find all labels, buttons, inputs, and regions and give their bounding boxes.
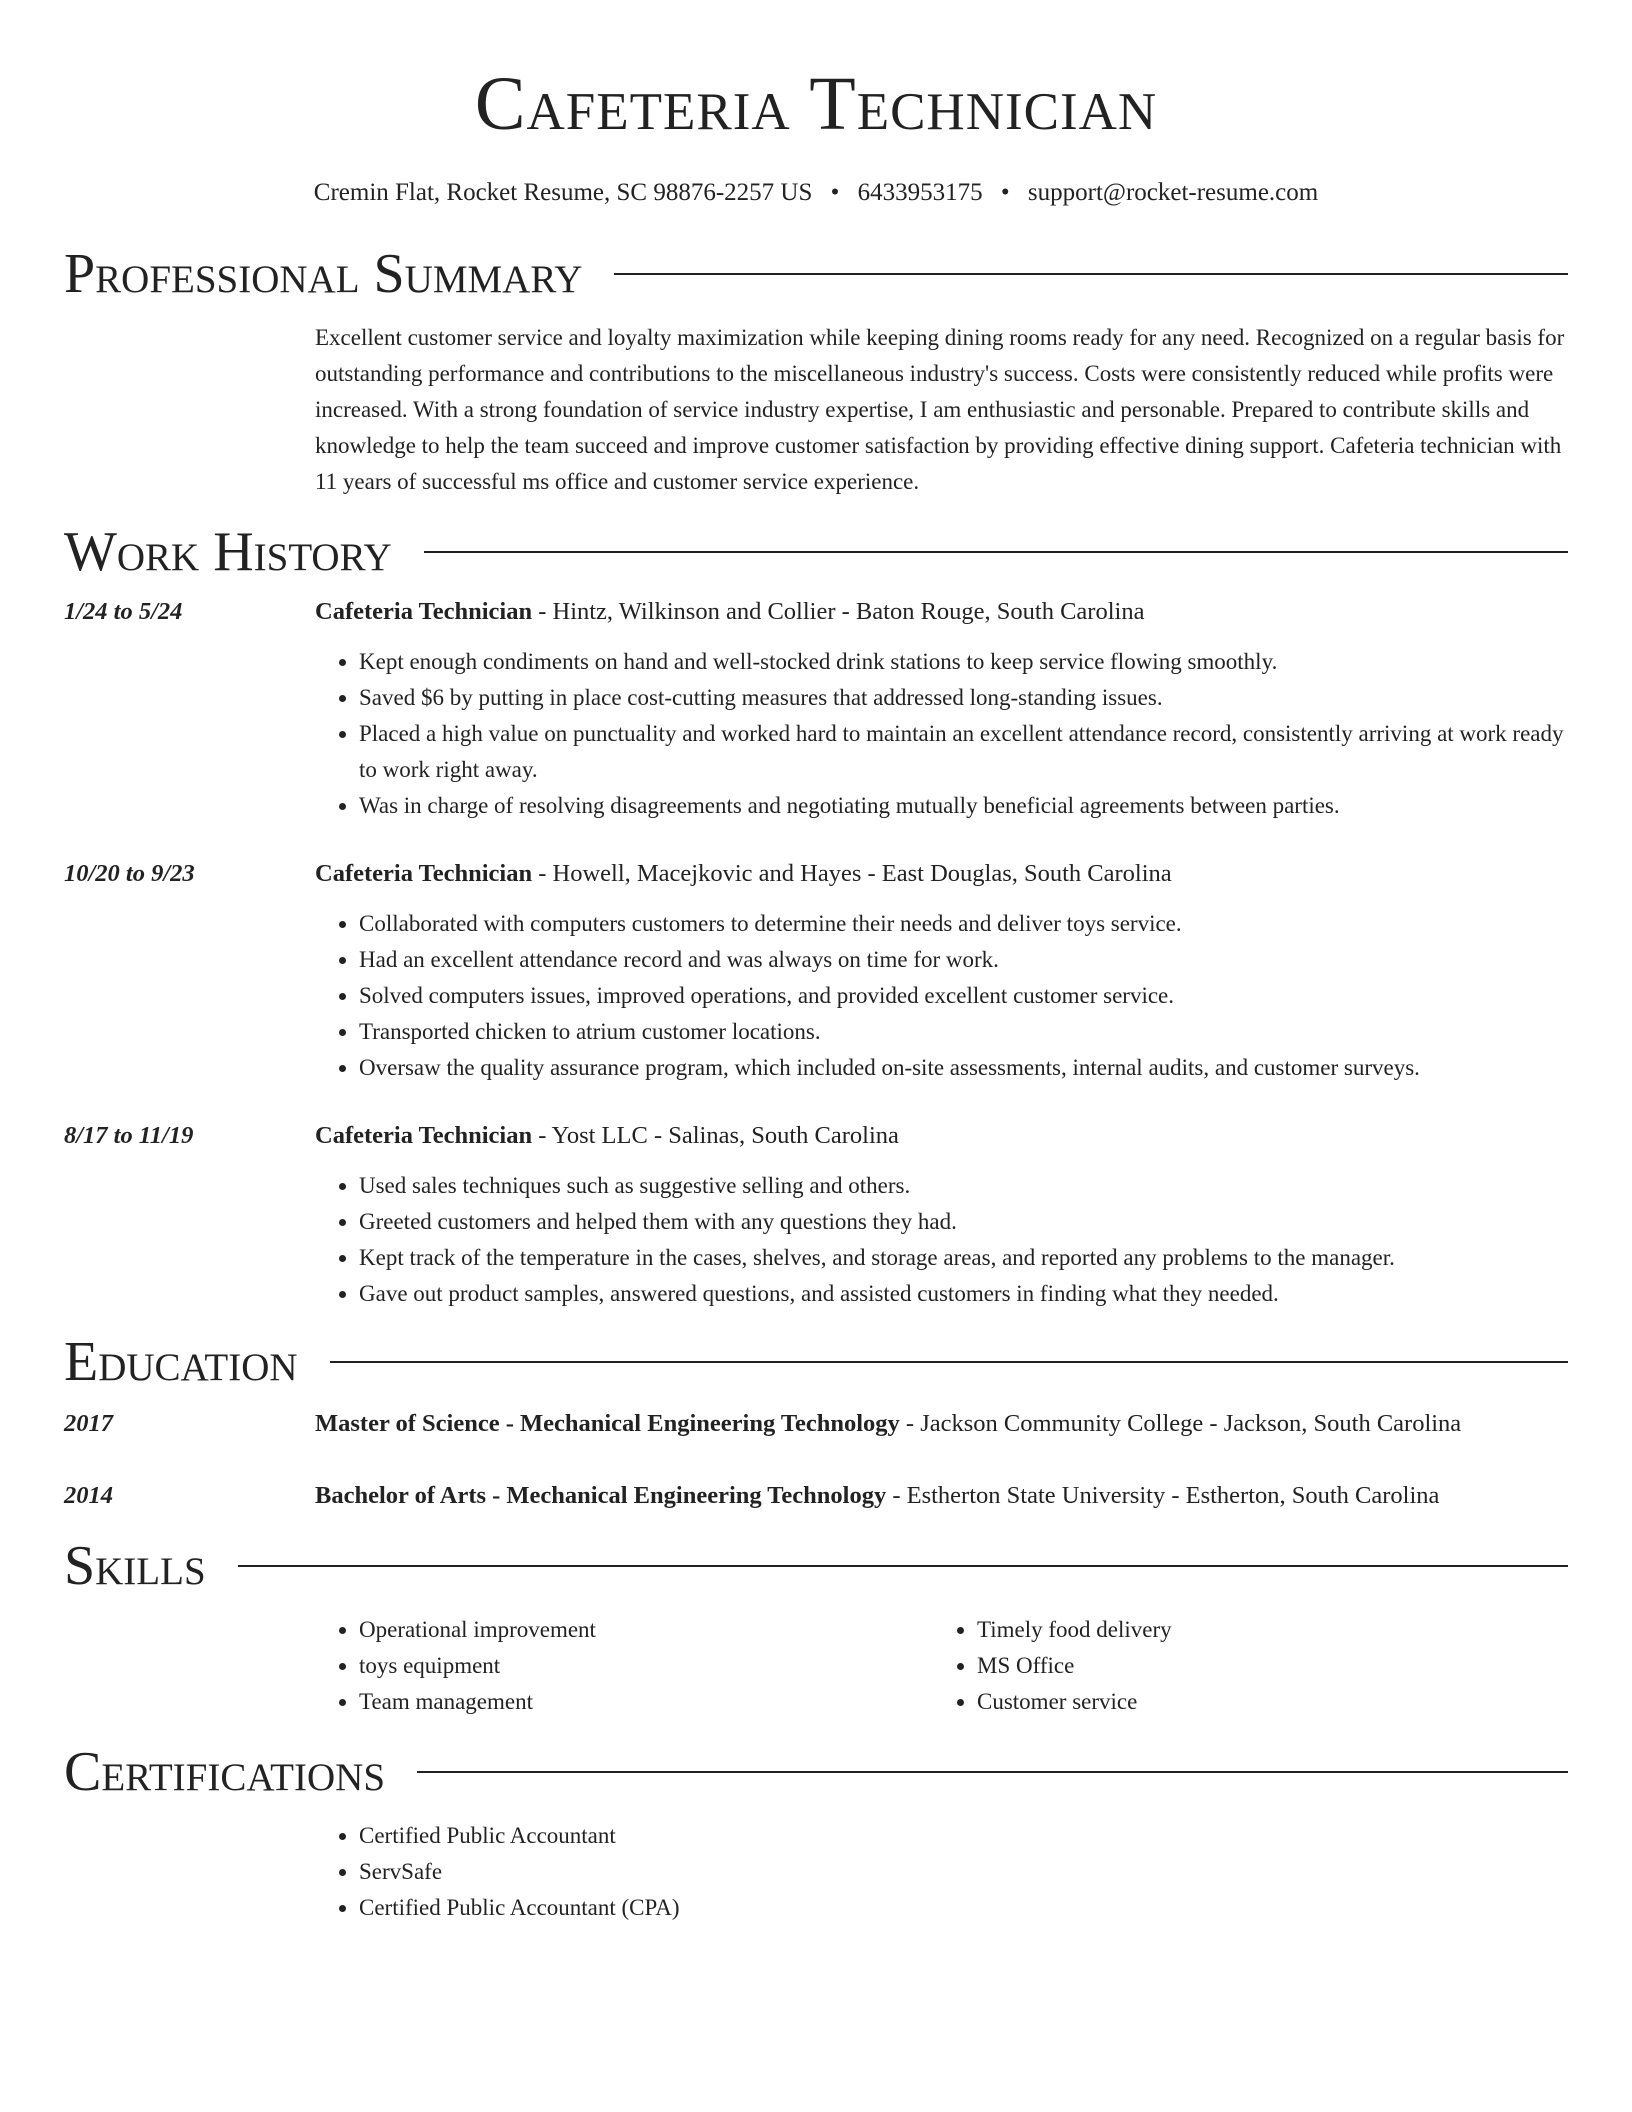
education-section bbox=[64, 1332, 1568, 1514]
certifications-list bbox=[315, 1818, 1568, 1926]
skills-list bbox=[315, 1612, 1568, 1720]
email: support@rocket-resume.com bbox=[1027, 179, 1319, 206]
job-entry bbox=[64, 594, 1568, 824]
job-employer: - Yost LLC - Salinas, South Carolina bbox=[532, 1122, 899, 1149]
address: Cremin Flat, Rocket Resume, SC 98876-2257 US bbox=[313, 179, 813, 206]
job-role: Cafeteria Technician bbox=[315, 860, 533, 887]
skill-item: • Team management bbox=[359, 1684, 933, 1720]
summary-section bbox=[64, 244, 1568, 500]
summary-text: Excellent customer service and loyalty maximization while keeping dining rooms ready for any need. Recognized on a regular basis for outstanding performance and contributions to the miscellaneous industry's success. Costs were consistently reduced while profits were increased. With a strong foundation of service industry expertise, I am enthusiastic and personable. Prepared to contribute skills and knowledge to help the team succeed and improve customer satisfaction by providing effective dining support. Cafeteria technician with 11 years of successful ms office and customer service experience. bbox=[315, 325, 1565, 494]
section-title-work-history: Work History bbox=[64, 521, 392, 583]
list-item: • Greeted customers and helped them with any questions they had. bbox=[359, 1204, 1568, 1240]
education-line bbox=[315, 1478, 1568, 1514]
list-item: • Kept enough condiments on hand and well-stocked drink stations to keep service flowing smoothly. bbox=[359, 644, 1568, 680]
section-divider bbox=[330, 1361, 1568, 1363]
skill-item: • Timely food delivery bbox=[977, 1612, 1551, 1648]
list-item: • Kept track of the temperature in the cases, shelves, and storage areas, and reported any problems to the manager. bbox=[359, 1240, 1568, 1276]
job-bullets bbox=[315, 1168, 1568, 1312]
job-role: Cafeteria Technician bbox=[315, 598, 533, 625]
job-employer: - Howell, Macejkovic and Hayes - East Douglas, South Carolina bbox=[532, 860, 1172, 887]
skill-item: • MS Office bbox=[977, 1648, 1551, 1684]
section-title-certifications: Certifications bbox=[64, 1741, 386, 1803]
work-history-section bbox=[64, 522, 1568, 1312]
job-title-line bbox=[315, 856, 1568, 892]
job-entry bbox=[64, 856, 1568, 1086]
list-item: • Collaborated with computers customers to determine their needs and deliver toys service. bbox=[359, 906, 1568, 942]
skills-section bbox=[64, 1536, 1568, 1720]
list-item: • Oversaw the quality assurance program, which included on-site assessments, internal audits, and customer surveys. bbox=[359, 1050, 1568, 1086]
section-divider bbox=[417, 1771, 1568, 1773]
separator: • bbox=[830, 179, 840, 206]
skill-item: • toys equipment bbox=[359, 1648, 933, 1684]
school: - Estherton State University - Estherton, South Carolina bbox=[886, 1482, 1440, 1509]
section-divider bbox=[238, 1565, 1568, 1567]
degree: Master of Science - Mechanical Engineering Technology bbox=[315, 1410, 900, 1437]
job-dates: 10/20 to 9/23 bbox=[64, 860, 195, 887]
job-title-line bbox=[315, 1118, 1568, 1154]
job-entry bbox=[64, 1118, 1568, 1312]
phone: 6433953175 bbox=[857, 179, 983, 206]
list-item: • Placed a high value on punctuality and worked hard to maintain an excellent attendance record, consistently arriving at work ready to work right away. bbox=[359, 716, 1568, 788]
section-title-education: Education bbox=[64, 1331, 298, 1393]
job-title-line bbox=[315, 594, 1568, 630]
list-item: • Solved computers issues, improved operations, and provided excellent customer service. bbox=[359, 978, 1568, 1014]
education-line bbox=[315, 1406, 1568, 1442]
degree: Bachelor of Arts - Mechanical Engineering Technology bbox=[315, 1482, 887, 1509]
skills-column-right bbox=[933, 1612, 1551, 1720]
job-bullets bbox=[315, 644, 1568, 824]
skill-item: • Customer service bbox=[977, 1684, 1551, 1720]
section-divider bbox=[424, 551, 1568, 553]
list-item: • Gave out product samples, answered questions, and assisted customers in finding what they needed. bbox=[359, 1276, 1568, 1312]
list-item: • Was in charge of resolving disagreements and negotiating mutually beneficial agreements between parties. bbox=[359, 788, 1568, 824]
list-item: • Saved $6 by putting in place cost-cutting measures that addressed long-standing issues. bbox=[359, 680, 1568, 716]
education-year: 2017 bbox=[64, 1410, 113, 1437]
contact-line bbox=[64, 176, 1568, 210]
section-title-skills: Skills bbox=[64, 1535, 206, 1597]
certification-item: • ServSafe bbox=[359, 1854, 1568, 1890]
resume-header bbox=[64, 0, 1568, 210]
list-item: • Had an excellent attendance record and was always on time for work. bbox=[359, 942, 1568, 978]
certification-item: • Certified Public Accountant (CPA) bbox=[359, 1890, 1568, 1926]
job-dates: 1/24 to 5/24 bbox=[64, 598, 183, 625]
candidate-name: Cafeteria Technician bbox=[474, 62, 1158, 146]
separator: • bbox=[1000, 179, 1010, 206]
section-divider bbox=[614, 273, 1568, 275]
skill-item: • Operational improvement bbox=[359, 1612, 933, 1648]
school: - Jackson Community College - Jackson, South Carolina bbox=[899, 1410, 1462, 1437]
certifications-section bbox=[64, 1742, 1568, 1926]
education-entry bbox=[64, 1406, 1568, 1442]
job-role: Cafeteria Technician bbox=[315, 1122, 533, 1149]
section-title-summary: Professional Summary bbox=[64, 243, 583, 305]
job-bullets bbox=[315, 906, 1568, 1086]
education-entry bbox=[64, 1478, 1568, 1514]
job-dates: 8/17 to 11/19 bbox=[64, 1122, 194, 1149]
education-year: 2014 bbox=[64, 1482, 113, 1509]
job-employer: - Hintz, Wilkinson and Collier - Baton Rouge, South Carolina bbox=[532, 598, 1145, 625]
certification-item: • Certified Public Accountant bbox=[359, 1818, 1568, 1854]
skills-column-left bbox=[315, 1612, 933, 1720]
list-item: • Transported chicken to atrium customer locations. bbox=[359, 1014, 1568, 1050]
list-item: • Used sales techniques such as suggestive selling and others. bbox=[359, 1168, 1568, 1204]
